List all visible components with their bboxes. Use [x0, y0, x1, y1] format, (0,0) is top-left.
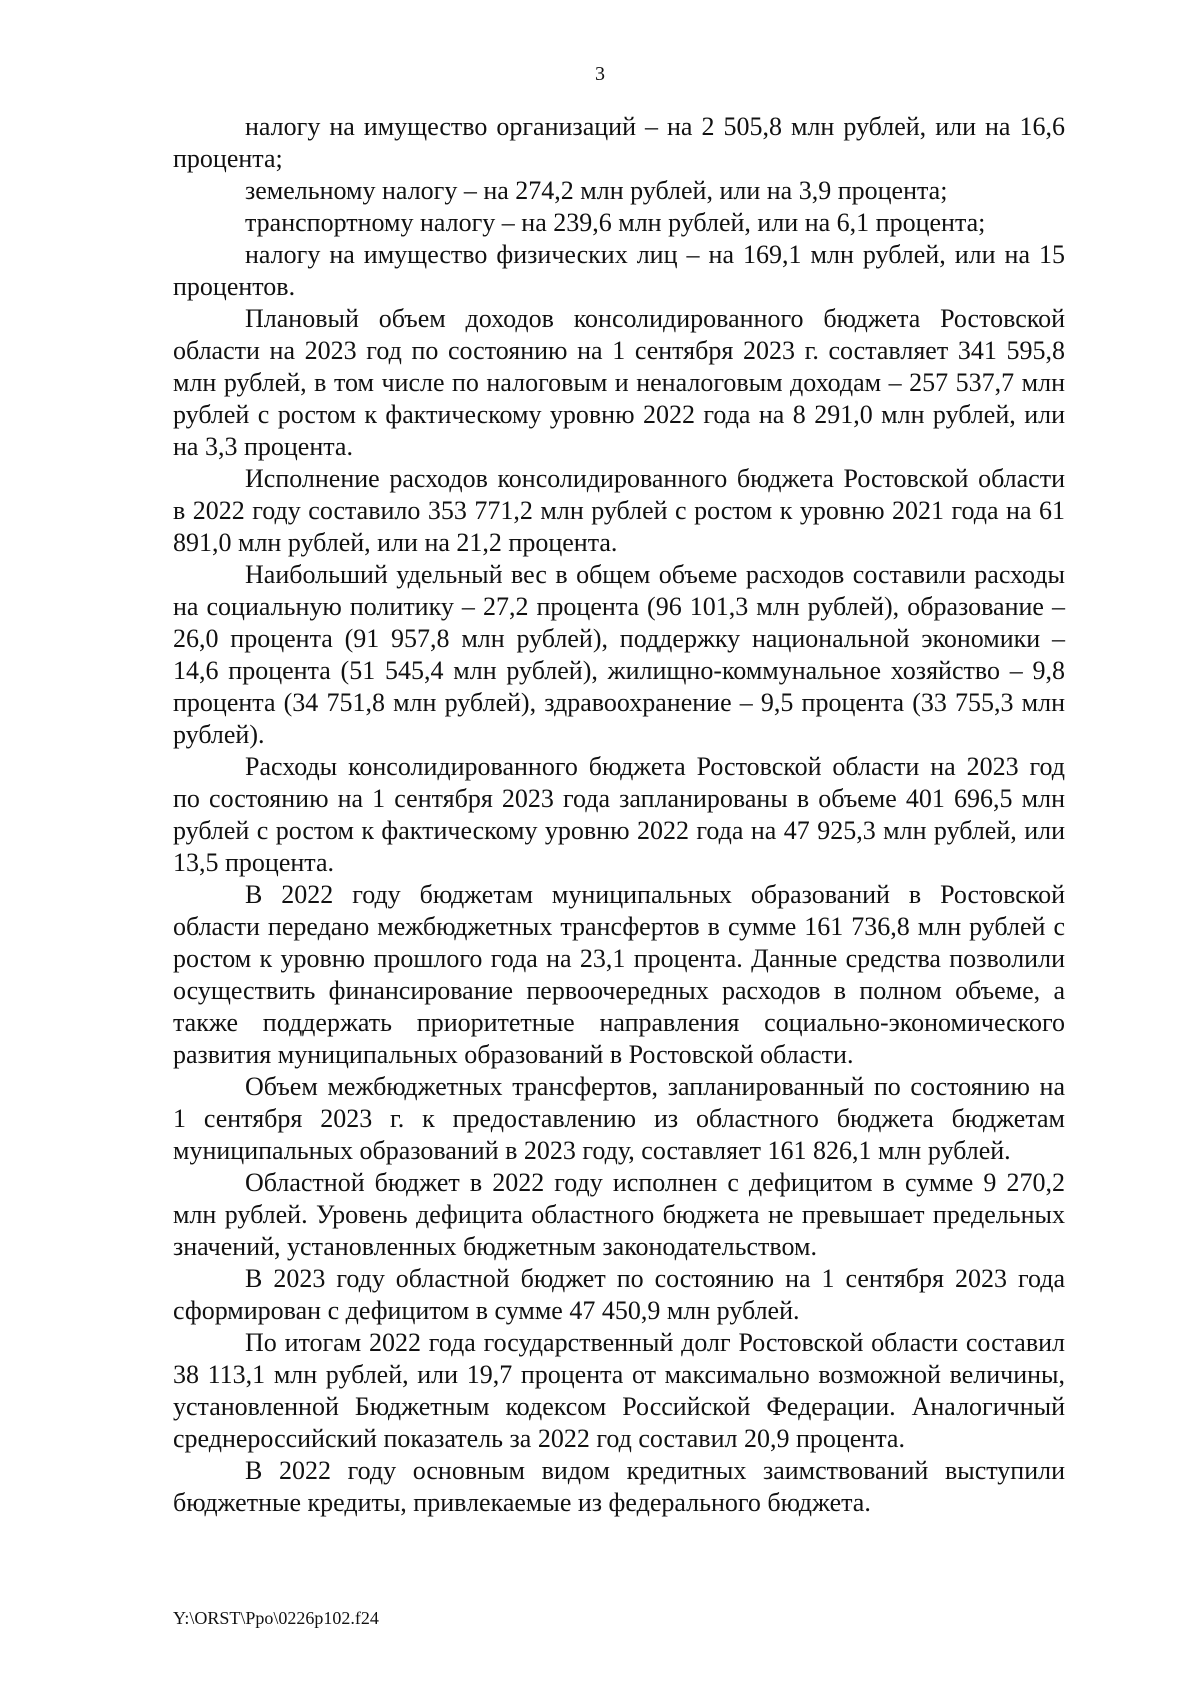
paragraph-transfers-2022: В 2022 году бюджетам муниципальных образований в Ростовской области передано межбюджетных трансфертов в сумме 161 736,8 млн рублей с ростом к уровню прошлого года на 23,1 процента. Данные средства позволили осуществить финансирование первоочередных расходов в полном объеме, а также поддержать приоритетные направления социально-экономического развития муниципальных образований в Ростовской области.	[173, 880, 1065, 1069]
document-body	[173, 111, 1065, 1519]
paragraph-state-debt: По итогам 2022 года государственный долг Ростовской области составил 38 113,1 млн рублей, или 19,7 процента от максимально возможной величины, установленной Бюджетным кодексом Российской Федерации. Аналогичный среднероссийский показатель за 2022 год составил 20,9 процента.	[173, 1328, 1065, 1453]
paragraph-property-tax-individuals: налогу на имущество физических лиц – на 169,1 млн рублей, или на 15 процентов.	[173, 240, 1065, 301]
paragraph-planned-expenditure: Расходы консолидированного бюджета Ростовской области на 2023 год по состоянию на 1 сентября 2023 года запланированы в объеме 401 696,5 млн рублей с ростом к фактическому уровню 2022 года на 47 925,3 млн рублей, или 13,5 процента.	[173, 752, 1065, 877]
paragraph-deficit-2022: Областной бюджет в 2022 году исполнен с дефицитом в сумме 9 270,2 млн рублей. Уровень дефицита областного бюджета не превышает предельных значений, установленных бюджетным законодательством.	[173, 1168, 1065, 1261]
footer-file-path: Y:\ORST\Ppo\0226p102.f24	[173, 1608, 379, 1628]
paragraph-deficit-2023: В 2023 году областной бюджет по состоянию на 1 сентября 2023 года сформирован с дефицитом в сумме 47 450,9 млн рублей.	[173, 1264, 1065, 1325]
paragraph-transport-tax: транспортному налогу – на 239,6 млн рублей, или на 6,1 процента;	[245, 208, 986, 237]
paragraph-expenditure-execution: Исполнение расходов консолидированного бюджета Ростовской области в 2022 году составило 353 771,2 млн рублей с ростом к уровню 2021 года на 61 891,0 млн рублей, или на 21,2 процента.	[173, 464, 1065, 557]
paragraph-land-tax: земельному налогу – на 274,2 млн рублей, или на 3,9 процента;	[245, 176, 948, 205]
paragraph-planned-revenue: Плановый объем доходов консолидированного бюджета Ростовской области на 2023 год по состоянию на 1 сентября 2023 г. составляет 341 595,8 млн рублей, в том числе по налоговым и неналоговым доходам – 257 537,7 млн рублей с ростом к фактическому уровню 2022 года на 8 291,0 млн рублей, или на 3,3 процента.	[173, 304, 1065, 461]
paragraph-expenditure-structure: Наибольший удельный вес в общем объеме расходов составили расходы на социальную политику – 27,2 процента (96 101,3 млн рублей), образование – 26,0 процента (91 957,8 млн рублей), поддержку национальной экономики – 14,6 процента (51 545,4 млн рублей), жилищно-коммунальное хозяйство – 9,8 процента (34 751,8 млн рублей), здравоохранение – 9,5 процента (33 755,3 млн рублей).	[173, 560, 1065, 749]
paragraph-transfers-2023: Объем межбюджетных трансфертов, запланированный по состоянию на 1 сентября 2023 г. к предоставлению из областного бюджета бюджетам муниципальных образований в 2023 году, составляет 161 826,1 млн рублей.	[173, 1072, 1065, 1165]
paragraph-borrowings: В 2022 году основным видом кредитных заимствований выступили бюджетные кредиты, привлекаемые из федерального бюджета.	[173, 1456, 1065, 1517]
page-number: 3	[595, 63, 605, 85]
paragraph-property-tax-organizations: налогу на имущество организаций – на 2 505,8 млн рублей, или на 16,6 процента;	[173, 112, 1065, 173]
